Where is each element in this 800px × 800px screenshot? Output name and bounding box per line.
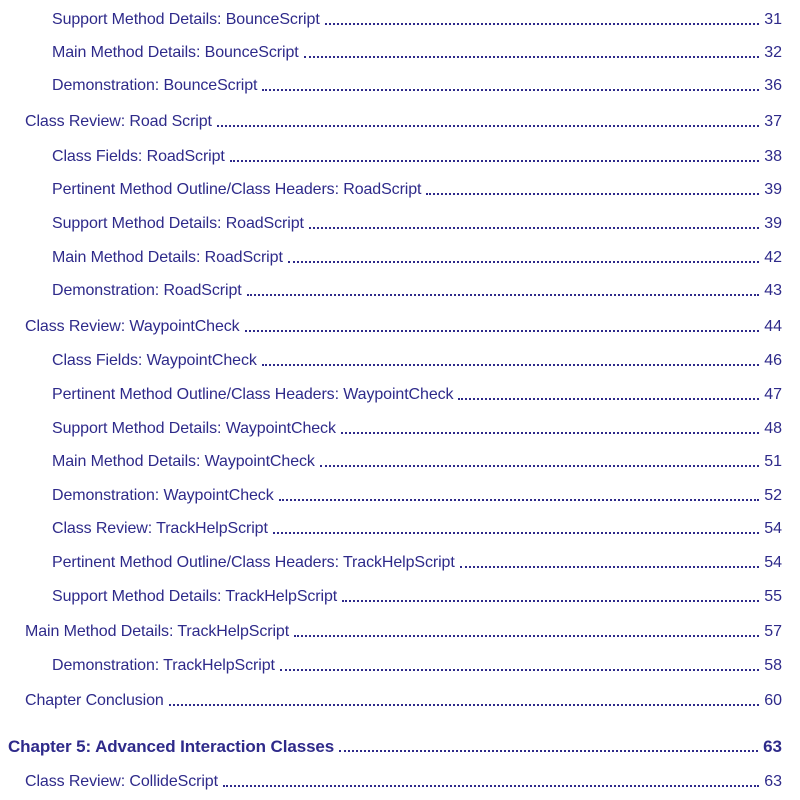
dot-leader: [223, 784, 759, 787]
toc-entry-label: Support Method Details: RoadScript: [52, 215, 304, 232]
dot-leader: [294, 634, 759, 637]
toc-entry-class-review-road-script[interactable]: [25, 107, 782, 131]
toc-entry-class-review-trackhelpscript[interactable]: [52, 514, 782, 538]
toc-entry-page-number: 39: [764, 215, 782, 232]
toc-entry-page-number: 39: [764, 181, 782, 198]
toc-entry-label: Class Fields: RoadScript: [52, 148, 225, 165]
dot-leader: [325, 22, 760, 25]
toc-entry-label: Main Method Details: TrackHelpScript: [25, 623, 290, 640]
toc-entry-page-number: 46: [764, 352, 782, 369]
toc-entry-label: Pertinent Method Outline/Class Headers: RoadScript: [52, 181, 422, 198]
toc-entry-label: Demonstration: BounceScript: [52, 77, 258, 94]
toc-entry-page-number: 63: [763, 737, 782, 756]
dot-leader: [245, 329, 760, 332]
toc-entry-label: Demonstration: RoadScript: [52, 282, 242, 299]
toc-entry-pertinent-method-outline-trackhelpscript[interactable]: [52, 548, 782, 572]
dot-leader: [426, 192, 759, 195]
toc-entry-page-number: 55: [764, 588, 782, 605]
toc-entry-label: Support Method Details: TrackHelpScript: [52, 588, 338, 605]
toc-entry-main-method-details-waypointcheck[interactable]: [52, 447, 782, 471]
toc-entry-page-number: 48: [764, 420, 782, 437]
toc-entry-label: Chapter Conclusion: [25, 692, 164, 709]
toc-entry-label: Support Method Details: WaypointCheck: [52, 420, 336, 437]
toc-entry-page-number: 51: [764, 453, 782, 470]
dot-leader: [273, 531, 759, 534]
toc-entry-page-number: 52: [764, 487, 782, 504]
toc-entry-page-number: 58: [764, 657, 782, 674]
toc-entry-label: Main Method Details: WaypointCheck: [52, 453, 315, 470]
dot-leader: [247, 293, 760, 296]
toc-entry-label: Pertinent Method Outline/Class Headers: WaypointCheck: [52, 386, 454, 403]
dot-leader: [279, 498, 760, 501]
toc-entry-label: Main Method Details: RoadScript: [52, 249, 283, 266]
toc-entry-main-method-details-roadscript[interactable]: [52, 243, 782, 267]
toc-entry-demonstration-waypointcheck[interactable]: [52, 481, 782, 505]
toc-entry-page-number: 43: [764, 282, 782, 299]
toc-entry-label: Class Review: CollideScript: [25, 773, 218, 790]
dot-leader: [320, 464, 759, 467]
toc-entry-chapter-conclusion[interactable]: [25, 686, 782, 710]
toc-entry-page-number: 60: [764, 692, 782, 709]
toc-entry-page-number: 57: [764, 623, 782, 640]
toc-entry-demonstration-trackhelpscript[interactable]: [52, 651, 782, 675]
dot-leader: [341, 431, 759, 434]
toc-entry-page-number: 54: [764, 520, 782, 537]
toc-entry-label: Class Review: TrackHelpScript: [52, 520, 268, 537]
toc-entry-page-number: 38: [764, 148, 782, 165]
dot-leader: [309, 226, 759, 229]
toc-entry-label: Main Method Details: BounceScript: [52, 44, 299, 61]
toc-entry-main-method-details-trackhelpscript[interactable]: [25, 617, 782, 641]
dot-leader: [280, 668, 759, 671]
toc-entry-support-method-details-waypointcheck[interactable]: [52, 414, 782, 438]
toc-entry-label: Class Fields: WaypointCheck: [52, 352, 257, 369]
toc-entry-label: Support Method Details: BounceScript: [52, 11, 320, 28]
dot-leader: [339, 749, 758, 752]
dot-leader: [262, 363, 759, 366]
toc-entry-demonstration-roadscript[interactable]: [52, 276, 782, 300]
toc-entry-label: Pertinent Method Outline/Class Headers: TrackHelpScript: [52, 554, 455, 571]
dot-leader: [169, 703, 759, 706]
toc-entry-page-number: 54: [764, 554, 782, 571]
dot-leader: [458, 397, 759, 400]
toc-entry-label: Demonstration: TrackHelpScript: [52, 657, 275, 674]
toc-entry-class-fields-waypointcheck[interactable]: [52, 346, 782, 370]
toc-entry-page-number: 37: [764, 113, 782, 130]
toc-entry-main-method-details-bouncescript[interactable]: [52, 38, 782, 62]
toc-entry-pertinent-method-outline-roadscript[interactable]: [52, 175, 782, 199]
toc-entry-demonstration-bouncescript[interactable]: [52, 71, 782, 95]
toc-entry-page-number: 44: [764, 318, 782, 335]
toc-entry-chapter-5[interactable]: [8, 732, 782, 756]
toc-entry-page-number: 36: [764, 77, 782, 94]
dot-leader: [342, 599, 759, 602]
toc-entry-label: Class Review: WaypointCheck: [25, 318, 240, 335]
toc-entry-page-number: 47: [764, 386, 782, 403]
toc-entry-pertinent-method-outline-waypointcheck[interactable]: [52, 380, 782, 404]
toc-chapter-label: Chapter 5: Advanced Interaction Classes: [8, 737, 335, 756]
dot-leader: [288, 260, 759, 263]
dot-leader: [262, 88, 759, 91]
dot-leader: [217, 124, 759, 127]
toc-entry-support-method-details-trackhelpscript[interactable]: [52, 582, 782, 606]
toc-entry-page-number: 63: [764, 773, 782, 790]
toc-entry-class-review-collidescript[interactable]: [25, 767, 782, 791]
toc-entry-page-number: 31: [764, 11, 782, 28]
toc-entry-label: Demonstration: WaypointCheck: [52, 487, 274, 504]
toc-entry-label: Class Review: Road Script: [25, 113, 212, 130]
dot-leader: [230, 159, 759, 162]
toc-entry-support-method-details-bouncescript[interactable]: [52, 5, 782, 29]
toc-entry-support-method-details-roadscript[interactable]: [52, 209, 782, 233]
toc-entry-page-number: 32: [764, 44, 782, 61]
dot-leader: [304, 55, 760, 58]
toc-entry-class-fields-roadscript[interactable]: [52, 142, 782, 166]
dot-leader: [460, 565, 760, 568]
toc-entry-class-review-waypointcheck[interactable]: [25, 312, 782, 336]
toc-entry-page-number: 42: [764, 249, 782, 266]
